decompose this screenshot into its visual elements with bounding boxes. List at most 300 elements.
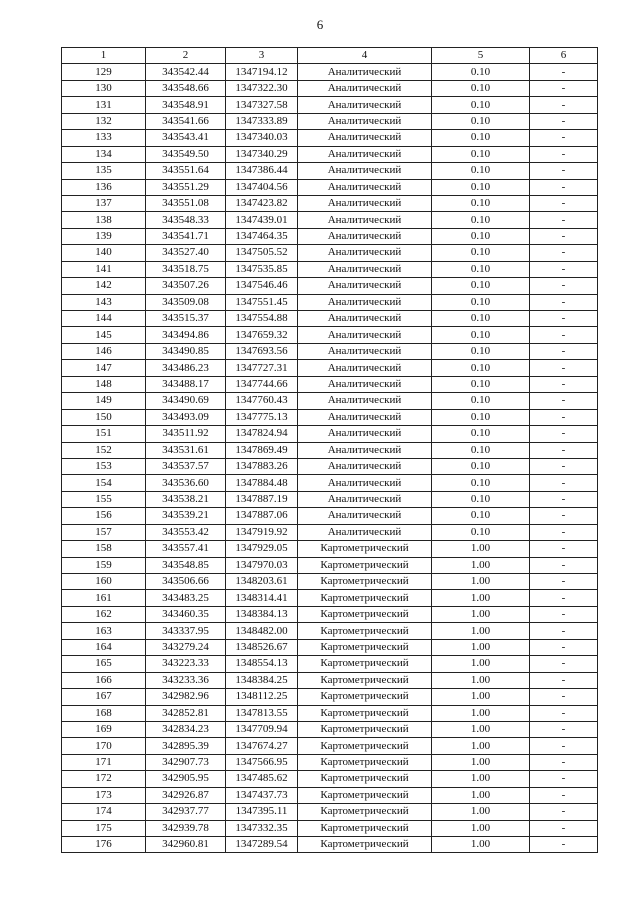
point-number-cell: 139 — [62, 228, 146, 244]
accuracy-cell: 1.00 — [432, 574, 530, 590]
x-coordinate-cell: 343541.66 — [146, 113, 226, 129]
method-cell: Аналитический — [298, 245, 432, 261]
table-row — [62, 623, 598, 639]
method-cell: Аналитический — [298, 163, 432, 179]
x-coordinate-cell: 343538.21 — [146, 491, 226, 507]
accuracy-cell: 1.00 — [432, 557, 530, 573]
accuracy-cell: 0.10 — [432, 130, 530, 146]
x-coordinate-cell: 343279.24 — [146, 639, 226, 655]
point-number-cell: 173 — [62, 787, 146, 803]
accuracy-cell: 1.00 — [432, 804, 530, 820]
table-row — [62, 163, 598, 179]
description-cell: - — [530, 360, 598, 376]
method-cell: Картометрический — [298, 804, 432, 820]
description-cell: - — [530, 804, 598, 820]
table-row — [62, 228, 598, 244]
accuracy-cell: 0.10 — [432, 195, 530, 211]
y-coordinate-cell: 1347674.27 — [226, 738, 298, 754]
description-cell: - — [530, 179, 598, 195]
column-header: 4 — [298, 48, 432, 64]
x-coordinate-cell: 342960.81 — [146, 837, 226, 853]
point-number-cell: 165 — [62, 656, 146, 672]
table-row — [62, 195, 598, 211]
y-coordinate-cell: 1347333.89 — [226, 113, 298, 129]
y-coordinate-cell: 1347464.35 — [226, 228, 298, 244]
accuracy-cell: 0.10 — [432, 212, 530, 228]
point-number-cell: 137 — [62, 195, 146, 211]
method-cell: Картометрический — [298, 639, 432, 655]
y-coordinate-cell: 1347423.82 — [226, 195, 298, 211]
point-number-cell: 145 — [62, 327, 146, 343]
point-number-cell: 152 — [62, 442, 146, 458]
description-cell: - — [530, 195, 598, 211]
point-number-cell: 132 — [62, 113, 146, 129]
description-cell: - — [530, 97, 598, 113]
accuracy-cell: 1.00 — [432, 771, 530, 787]
description-cell: - — [530, 787, 598, 803]
x-coordinate-cell: 342937.77 — [146, 804, 226, 820]
table-row — [62, 278, 598, 294]
page-number: 6 — [316, 17, 324, 32]
accuracy-cell: 1.00 — [432, 820, 530, 836]
y-coordinate-cell: 1347887.06 — [226, 508, 298, 524]
x-coordinate-cell: 343553.42 — [146, 524, 226, 540]
table-body — [62, 64, 598, 853]
x-coordinate-cell: 343539.21 — [146, 508, 226, 524]
point-number-cell: 172 — [62, 771, 146, 787]
x-coordinate-cell: 343527.40 — [146, 245, 226, 261]
x-coordinate-cell: 343515.37 — [146, 311, 226, 327]
point-number-cell: 174 — [62, 804, 146, 820]
accuracy-cell: 0.10 — [432, 376, 530, 392]
point-number-cell: 146 — [62, 343, 146, 359]
x-coordinate-cell: 343551.64 — [146, 163, 226, 179]
table-row — [62, 804, 598, 820]
point-number-cell: 171 — [62, 754, 146, 770]
coordinates-table — [61, 47, 598, 853]
description-cell: - — [530, 508, 598, 524]
y-coordinate-cell: 1347395.11 — [226, 804, 298, 820]
table-row — [62, 376, 598, 392]
column-header: 3 — [226, 48, 298, 64]
point-number-cell: 175 — [62, 820, 146, 836]
accuracy-cell: 0.10 — [432, 458, 530, 474]
accuracy-cell: 0.10 — [432, 245, 530, 261]
y-coordinate-cell: 1348203.61 — [226, 574, 298, 590]
point-number-cell: 155 — [62, 491, 146, 507]
method-cell: Аналитический — [298, 195, 432, 211]
y-coordinate-cell: 1347546.46 — [226, 278, 298, 294]
y-coordinate-cell: 1347439.01 — [226, 212, 298, 228]
accuracy-cell: 1.00 — [432, 639, 530, 655]
description-cell: - — [530, 311, 598, 327]
method-cell: Аналитический — [298, 294, 432, 310]
x-coordinate-cell: 343493.09 — [146, 409, 226, 425]
y-coordinate-cell: 1347554.88 — [226, 311, 298, 327]
description-cell: - — [530, 409, 598, 425]
accuracy-cell: 0.10 — [432, 409, 530, 425]
description-cell: - — [530, 689, 598, 705]
table-row — [62, 524, 598, 540]
accuracy-cell: 0.10 — [432, 524, 530, 540]
description-cell: - — [530, 228, 598, 244]
point-number-cell: 153 — [62, 458, 146, 474]
method-cell: Картометрический — [298, 574, 432, 590]
y-coordinate-cell: 1347535.85 — [226, 261, 298, 277]
point-number-cell: 133 — [62, 130, 146, 146]
description-cell: - — [530, 820, 598, 836]
point-number-cell: 156 — [62, 508, 146, 524]
x-coordinate-cell: 343460.35 — [146, 606, 226, 622]
table-row — [62, 130, 598, 146]
x-coordinate-cell: 343548.66 — [146, 80, 226, 96]
table-row — [62, 113, 598, 129]
accuracy-cell: 1.00 — [432, 721, 530, 737]
accuracy-cell: 1.00 — [432, 606, 530, 622]
table-row — [62, 491, 598, 507]
y-coordinate-cell: 1347884.48 — [226, 475, 298, 491]
accuracy-cell: 0.10 — [432, 228, 530, 244]
description-cell: - — [530, 393, 598, 409]
accuracy-cell: 1.00 — [432, 590, 530, 606]
x-coordinate-cell: 342905.95 — [146, 771, 226, 787]
method-cell: Аналитический — [298, 146, 432, 162]
y-coordinate-cell: 1347340.29 — [226, 146, 298, 162]
method-cell: Картометрический — [298, 771, 432, 787]
method-cell: Аналитический — [298, 261, 432, 277]
x-coordinate-cell: 342939.78 — [146, 820, 226, 836]
table-row — [62, 820, 598, 836]
x-coordinate-cell: 343551.08 — [146, 195, 226, 211]
y-coordinate-cell: 1348554.13 — [226, 656, 298, 672]
method-cell: Картометрический — [298, 541, 432, 557]
table-row — [62, 261, 598, 277]
point-number-cell: 166 — [62, 672, 146, 688]
table-row — [62, 343, 598, 359]
table-row — [62, 458, 598, 474]
accuracy-cell: 0.10 — [432, 360, 530, 376]
x-coordinate-cell: 343543.41 — [146, 130, 226, 146]
column-header: 6 — [530, 48, 598, 64]
method-cell: Аналитический — [298, 393, 432, 409]
method-cell: Аналитический — [298, 458, 432, 474]
table-row — [62, 574, 598, 590]
accuracy-cell: 0.10 — [432, 475, 530, 491]
x-coordinate-cell: 343486.23 — [146, 360, 226, 376]
y-coordinate-cell: 1347340.03 — [226, 130, 298, 146]
y-coordinate-cell: 1347919.92 — [226, 524, 298, 540]
table-row — [62, 179, 598, 195]
table-row — [62, 738, 598, 754]
point-number-cell: 160 — [62, 574, 146, 590]
point-number-cell: 158 — [62, 541, 146, 557]
y-coordinate-cell: 1347760.43 — [226, 393, 298, 409]
point-number-cell: 131 — [62, 97, 146, 113]
description-cell: - — [530, 278, 598, 294]
accuracy-cell: 1.00 — [432, 541, 530, 557]
description-cell: - — [530, 113, 598, 129]
y-coordinate-cell: 1347194.12 — [226, 64, 298, 80]
accuracy-cell: 0.10 — [432, 163, 530, 179]
method-cell: Картометрический — [298, 837, 432, 853]
point-number-cell: 147 — [62, 360, 146, 376]
description-cell: - — [530, 426, 598, 442]
description-cell: - — [530, 639, 598, 655]
description-cell: - — [530, 245, 598, 261]
method-cell: Аналитический — [298, 426, 432, 442]
description-cell: - — [530, 475, 598, 491]
x-coordinate-cell: 343506.66 — [146, 574, 226, 590]
point-number-cell: 148 — [62, 376, 146, 392]
description-cell: - — [530, 64, 598, 80]
table-row — [62, 426, 598, 442]
x-coordinate-cell: 343509.08 — [146, 294, 226, 310]
point-number-cell: 129 — [62, 64, 146, 80]
x-coordinate-cell: 342907.73 — [146, 754, 226, 770]
method-cell: Аналитический — [298, 508, 432, 524]
table-row — [62, 508, 598, 524]
method-cell: Аналитический — [298, 179, 432, 195]
accuracy-cell: 0.10 — [432, 261, 530, 277]
y-coordinate-cell: 1347709.94 — [226, 721, 298, 737]
x-coordinate-cell: 343507.26 — [146, 278, 226, 294]
table-row — [62, 590, 598, 606]
x-coordinate-cell: 343536.60 — [146, 475, 226, 491]
accuracy-cell: 0.10 — [432, 97, 530, 113]
accuracy-cell: 1.00 — [432, 689, 530, 705]
description-cell: - — [530, 590, 598, 606]
x-coordinate-cell: 343490.85 — [146, 343, 226, 359]
x-coordinate-cell: 343531.61 — [146, 442, 226, 458]
y-coordinate-cell: 1347551.45 — [226, 294, 298, 310]
description-cell: - — [530, 623, 598, 639]
x-coordinate-cell: 343223.33 — [146, 656, 226, 672]
method-cell: Аналитический — [298, 524, 432, 540]
method-cell: Аналитический — [298, 442, 432, 458]
y-coordinate-cell: 1348526.67 — [226, 639, 298, 655]
method-cell: Картометрический — [298, 557, 432, 573]
accuracy-cell: 1.00 — [432, 837, 530, 853]
table-row — [62, 311, 598, 327]
point-number-cell: 136 — [62, 179, 146, 195]
accuracy-cell: 1.00 — [432, 787, 530, 803]
table-row — [62, 557, 598, 573]
y-coordinate-cell: 1347485.62 — [226, 771, 298, 787]
description-cell: - — [530, 557, 598, 573]
point-number-cell: 154 — [62, 475, 146, 491]
method-cell: Аналитический — [298, 491, 432, 507]
description-cell: - — [530, 738, 598, 754]
x-coordinate-cell: 343548.85 — [146, 557, 226, 573]
accuracy-cell: 0.10 — [432, 278, 530, 294]
method-cell: Картометрический — [298, 721, 432, 737]
point-number-cell: 149 — [62, 393, 146, 409]
point-number-cell: 142 — [62, 278, 146, 294]
table-row — [62, 294, 598, 310]
x-coordinate-cell: 343233.36 — [146, 672, 226, 688]
description-cell: - — [530, 130, 598, 146]
accuracy-cell: 0.10 — [432, 393, 530, 409]
y-coordinate-cell: 1347869.49 — [226, 442, 298, 458]
description-cell: - — [530, 656, 598, 672]
method-cell: Аналитический — [298, 409, 432, 425]
accuracy-cell: 0.10 — [432, 508, 530, 524]
method-cell: Аналитический — [298, 64, 432, 80]
column-header: 5 — [432, 48, 530, 64]
y-coordinate-cell: 1347727.31 — [226, 360, 298, 376]
description-cell: - — [530, 80, 598, 96]
table-row — [62, 787, 598, 803]
accuracy-cell: 0.10 — [432, 113, 530, 129]
description-cell: - — [530, 212, 598, 228]
description-cell: - — [530, 672, 598, 688]
method-cell: Аналитический — [298, 343, 432, 359]
table-row — [62, 80, 598, 96]
method-cell: Аналитический — [298, 113, 432, 129]
accuracy-cell: 0.10 — [432, 146, 530, 162]
y-coordinate-cell: 1347887.19 — [226, 491, 298, 507]
y-coordinate-cell: 1347659.32 — [226, 327, 298, 343]
point-number-cell: 170 — [62, 738, 146, 754]
description-cell: - — [530, 721, 598, 737]
description-cell: - — [530, 754, 598, 770]
point-number-cell: 159 — [62, 557, 146, 573]
table-row — [62, 212, 598, 228]
y-coordinate-cell: 1347386.44 — [226, 163, 298, 179]
y-coordinate-cell: 1347929.05 — [226, 541, 298, 557]
y-coordinate-cell: 1348112.25 — [226, 689, 298, 705]
description-cell: - — [530, 376, 598, 392]
description-cell: - — [530, 574, 598, 590]
method-cell: Картометрический — [298, 623, 432, 639]
method-cell: Аналитический — [298, 80, 432, 96]
method-cell: Аналитический — [298, 130, 432, 146]
x-coordinate-cell: 342852.81 — [146, 705, 226, 721]
column-header: 1 — [62, 48, 146, 64]
point-number-cell: 143 — [62, 294, 146, 310]
description-cell: - — [530, 343, 598, 359]
x-coordinate-cell: 343494.86 — [146, 327, 226, 343]
y-coordinate-cell: 1347970.03 — [226, 557, 298, 573]
x-coordinate-cell: 343549.50 — [146, 146, 226, 162]
y-coordinate-cell: 1347883.26 — [226, 458, 298, 474]
y-coordinate-cell: 1347322.30 — [226, 80, 298, 96]
method-cell: Картометрический — [298, 590, 432, 606]
method-cell: Аналитический — [298, 311, 432, 327]
method-cell: Аналитический — [298, 327, 432, 343]
method-cell: Картометрический — [298, 820, 432, 836]
point-number-cell: 140 — [62, 245, 146, 261]
point-number-cell: 135 — [62, 163, 146, 179]
accuracy-cell: 0.10 — [432, 64, 530, 80]
point-number-cell: 164 — [62, 639, 146, 655]
accuracy-cell: 0.10 — [432, 80, 530, 96]
y-coordinate-cell: 1347332.35 — [226, 820, 298, 836]
table-row — [62, 541, 598, 557]
x-coordinate-cell: 342834.23 — [146, 721, 226, 737]
table-row — [62, 705, 598, 721]
point-number-cell: 161 — [62, 590, 146, 606]
method-cell: Картометрический — [298, 705, 432, 721]
table-row — [62, 245, 598, 261]
method-cell: Аналитический — [298, 360, 432, 376]
x-coordinate-cell: 343488.17 — [146, 376, 226, 392]
method-cell: Картометрический — [298, 689, 432, 705]
description-cell: - — [530, 458, 598, 474]
y-coordinate-cell: 1347775.13 — [226, 409, 298, 425]
x-coordinate-cell: 343548.91 — [146, 97, 226, 113]
accuracy-cell: 1.00 — [432, 672, 530, 688]
point-number-cell: 138 — [62, 212, 146, 228]
accuracy-cell: 1.00 — [432, 738, 530, 754]
table-row — [62, 146, 598, 162]
x-coordinate-cell: 343551.29 — [146, 179, 226, 195]
y-coordinate-cell: 1347693.56 — [226, 343, 298, 359]
accuracy-cell: 0.10 — [432, 294, 530, 310]
accuracy-cell: 0.10 — [432, 327, 530, 343]
y-coordinate-cell: 1347566.95 — [226, 754, 298, 770]
accuracy-cell: 0.10 — [432, 442, 530, 458]
accuracy-cell: 0.10 — [432, 343, 530, 359]
point-number-cell: 150 — [62, 409, 146, 425]
point-number-cell: 176 — [62, 837, 146, 853]
method-cell: Картометрический — [298, 738, 432, 754]
table-row — [62, 754, 598, 770]
method-cell: Картометрический — [298, 606, 432, 622]
x-coordinate-cell: 342926.87 — [146, 787, 226, 803]
point-number-cell: 169 — [62, 721, 146, 737]
description-cell: - — [530, 261, 598, 277]
y-coordinate-cell: 1347744.66 — [226, 376, 298, 392]
y-coordinate-cell: 1347404.56 — [226, 179, 298, 195]
description-cell: - — [530, 491, 598, 507]
description-cell: - — [530, 705, 598, 721]
accuracy-cell: 1.00 — [432, 656, 530, 672]
table-row — [62, 656, 598, 672]
point-number-cell: 168 — [62, 705, 146, 721]
y-coordinate-cell: 1347327.58 — [226, 97, 298, 113]
method-cell: Аналитический — [298, 278, 432, 294]
description-cell: - — [530, 146, 598, 162]
y-coordinate-cell: 1347505.52 — [226, 245, 298, 261]
table-row — [62, 327, 598, 343]
x-coordinate-cell: 343511.92 — [146, 426, 226, 442]
table-row — [62, 97, 598, 113]
table-row — [62, 64, 598, 80]
accuracy-cell: 0.10 — [432, 491, 530, 507]
accuracy-cell: 1.00 — [432, 623, 530, 639]
description-cell: - — [530, 837, 598, 853]
point-number-cell: 130 — [62, 80, 146, 96]
method-cell: Аналитический — [298, 97, 432, 113]
description-cell: - — [530, 524, 598, 540]
x-coordinate-cell: 343541.71 — [146, 228, 226, 244]
x-coordinate-cell: 343483.25 — [146, 590, 226, 606]
table-row — [62, 639, 598, 655]
description-cell: - — [530, 771, 598, 787]
y-coordinate-cell: 1348314.41 — [226, 590, 298, 606]
table-row — [62, 837, 598, 853]
table-row — [62, 442, 598, 458]
table-row — [62, 360, 598, 376]
point-number-cell: 151 — [62, 426, 146, 442]
x-coordinate-cell: 343557.41 — [146, 541, 226, 557]
y-coordinate-cell: 1347289.54 — [226, 837, 298, 853]
accuracy-cell: 0.10 — [432, 179, 530, 195]
y-coordinate-cell: 1347437.73 — [226, 787, 298, 803]
table-row — [62, 689, 598, 705]
x-coordinate-cell: 343548.33 — [146, 212, 226, 228]
